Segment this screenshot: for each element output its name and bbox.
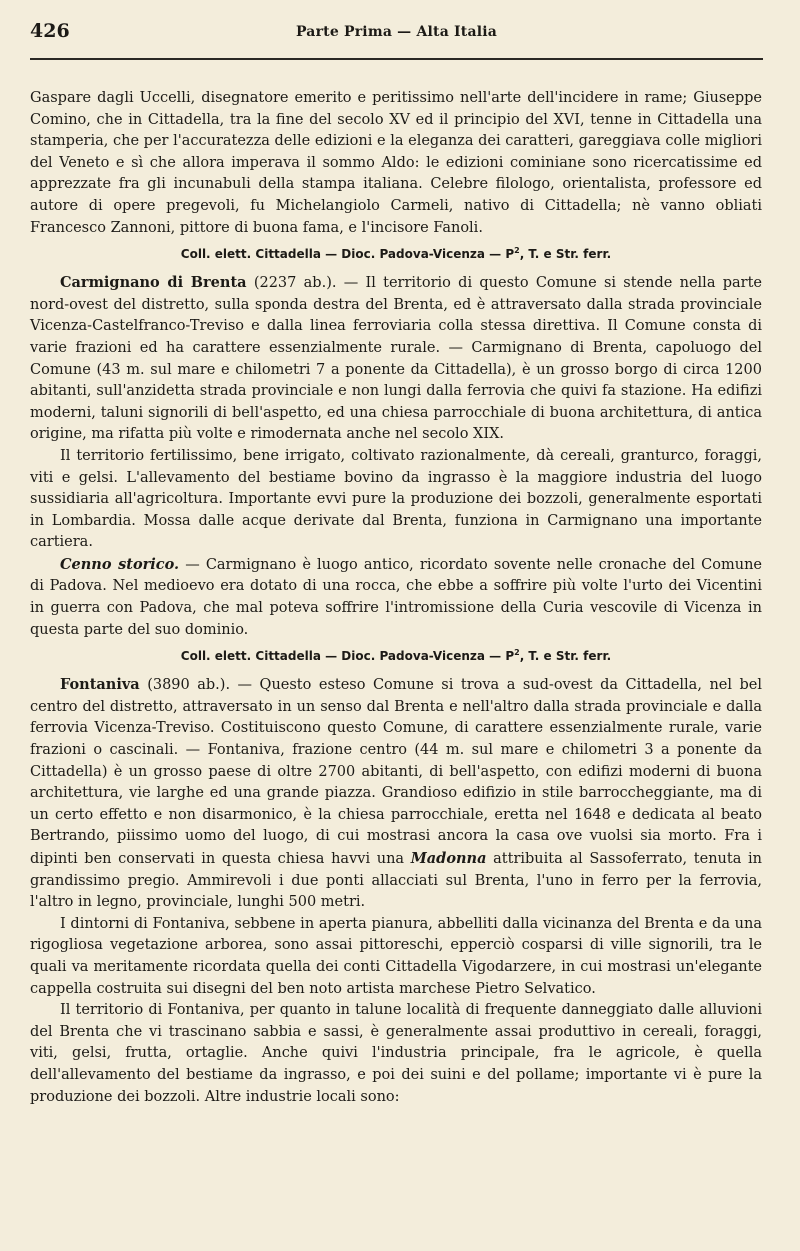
- paragraph-fontaniva: [30, 674, 762, 914]
- cenno-storico-heading: Cenno storico.: [60, 555, 180, 573]
- coll-text-end: , T. e Str. ferr.: [519, 247, 612, 262]
- coll-text: Coll. elett. Cittadella — Dioc. Padova-Vicenza — P: [180, 649, 515, 664]
- collegio-note-carmignano: [30, 644, 762, 665]
- fontaniva-text-cont: attribuita al Sassoferrato, tenuta in grandissimo pregio. Ammirevoli i due ponti allacciati sul Brenta, l'uno in ferro per la ferrovia, l'altro in legno, provinciale, lunghi 500 metri.: [30, 851, 762, 911]
- page-header: [30, 0, 763, 58]
- paragraph-cenno-storico: [30, 554, 762, 641]
- page-body: [30, 88, 762, 1108]
- paragraph-fontaniva-surroundings: I dintorni di Fontaniva, sebbene in aperta pianura, abbelliti dalla vicinanza del Brenta e da una rigogliosa vegetazione arborea, sono assai pittoreschi, epperciò cosparsi di ville signorili, tra le quali va meritamente ricordata quella dei conti Cittadella Vigodarzere, in cui mostrasi un'elegante cappella costruita sui disegni del ben noto artista marchese Pietro Selvatico.: [30, 915, 762, 997]
- cenno-storico-text: — Carmignano è luogo antico, ricordato sovente nelle cronache del Comune di Padova. Nel medioevo era dotato di una rocca, che ebbe a soffrire più volte l'urto dei Vicentini in guerra con Padova, che mal poteva soffrire l'intromissione della Curia vescovile di Vicenza in questa parte del suo dominio.: [30, 556, 762, 638]
- fontaniva-text: (3890 ab.). — Questo esteso Comune si trova a sud-ovest da Cittadella, nel bel centro del distretto, attraversato in un senso dal Brenta e nell'altro dalla strada provinciale e dalla ferrovia Vicenza-Treviso. Costituiscono questo Comune, di carattere essenzialmente rurale, varie frazioni o cascinali. — Fontaniva, frazione centro (44 m. sul mare e chilometri 3 a ponente da Cittadella) è un grosso paese di oltre 2700 abitanti, di bell'aspetto, con edifizi moderni di buona architettura, vie larghe ed una grande piazza. Grandioso edifizio in stile barroccheggiante, ma di un certo effetto e non disarmonico, è la chiesa parrocchiale, eretta nel 1648 e dedicata al beato Bertrando, piissimo uomo del luogo, di cui mostrasi ancora la casa ove vuolsi sia morto. Fra i dipinti ben conservati in questa chiesa havvi una: [30, 677, 762, 867]
- madonna-italic: Madonna: [410, 850, 487, 867]
- coll-superscript: 2: [514, 246, 520, 256]
- collegio-note-cittadella: [30, 242, 762, 263]
- header-rule: [30, 58, 763, 60]
- paragraph-fontaniva-territory: Il territorio di Fontaniva, per quanto in talune località di frequente danneggiato dalle alluvioni del Brenta che vi trascinano sabbia e sassi, è generalmente assai produttivo in cereali, foraggi, viti, gelsi, frutta, ortaglie. Anche quivi l'industria principale, fra le agricole, è quella dell'allevamento del bestiame da ingrasso, e poi dei suini e del pollame; importante vi è pure la produzione dei bozzoli. Altre industrie locali sono:: [30, 1002, 762, 1105]
- paragraph-carmignano-territory: Il territorio fertilissimo, bene irrigato, coltivato razionalmente, dà cereali, granturco, foraggi, viti e gelsi. L'allevamento del bestiame bovino da ingrasso è la maggiore industria del luogo sussidiaria all'agricoltura. Importante evvi pure la produzione dei bozzoli, generalmente esportati in Lombardia. Mossa dalle acque derivate dal Brenta, funziona in Carmignano una importante cartiera.: [30, 447, 762, 551]
- page-number: 426: [30, 20, 70, 42]
- coll-superscript: 2: [514, 648, 520, 658]
- coll-text-end: , T. e Str. ferr.: [519, 649, 612, 664]
- running-head: Parte Prima — Alta Italia: [295, 24, 498, 40]
- paragraph-cittadella-notables: Gaspare dagli Uccelli, disegnatore emerito e peritissimo nell'arte dell'incidere in rame; Giuseppe Comino, che in Cittadella, tra la fine del secolo XV ed il principio del XVI, tenne in Cittadella una stamperia, che per l'accuratezza delle edizioni e la eleganza dei caratteri, gareggiava colle migliori del Veneto e sì che allora imperava il sommo Aldo: le edizioni cominiane sono ricercatissime ed apprezzate fra gli incunabuli della stampa italiana. Celebre filologo, orientalista, professore ed autore di opere pregevoli, fu Michelangiolo Carmeli, nativo di Cittadella; nè vanno obliati Francesco Zannoni, pittore di buona fama, e l'incisore Fanoli.: [30, 90, 762, 236]
- coll-text: Coll. elett. Cittadella — Dioc. Padova-Vicenza — P: [180, 247, 515, 262]
- carmignano-text: (2237 ab.). — Il territorio di questo Comune si stende nella parte nord-ovest del distretto, sulla sponda destra del Brenta, ed è attraversato dalla strada provinciale Vicenza-Castelfranco-Treviso e dalla linea ferroviaria colla stessa direttiva. Il Comune consta di varie frazioni ed ha carattere essenzialmente rurale. — Carmignano di Brenta, capoluogo del Comune (43 m. sul mare e chilometri 7 a ponente da Cittadella), è un grosso borgo di circa 1200 abitanti, sull'anzidetta strada provinciale e non lungi dalla ferrovia che quivi fa stazione. Ha edifizi moderni, taluni signorili di bell'aspetto, ed una chiesa parrocchiale di buona architettura, di antica origine, ma rifatta più volte e rimodernata anche nel secolo XIX.: [30, 275, 762, 443]
- paragraph-carmignano: [30, 272, 762, 446]
- carmignano-heading: Carmignano di Brenta: [60, 274, 247, 292]
- fontaniva-heading: Fontaniva: [60, 676, 140, 694]
